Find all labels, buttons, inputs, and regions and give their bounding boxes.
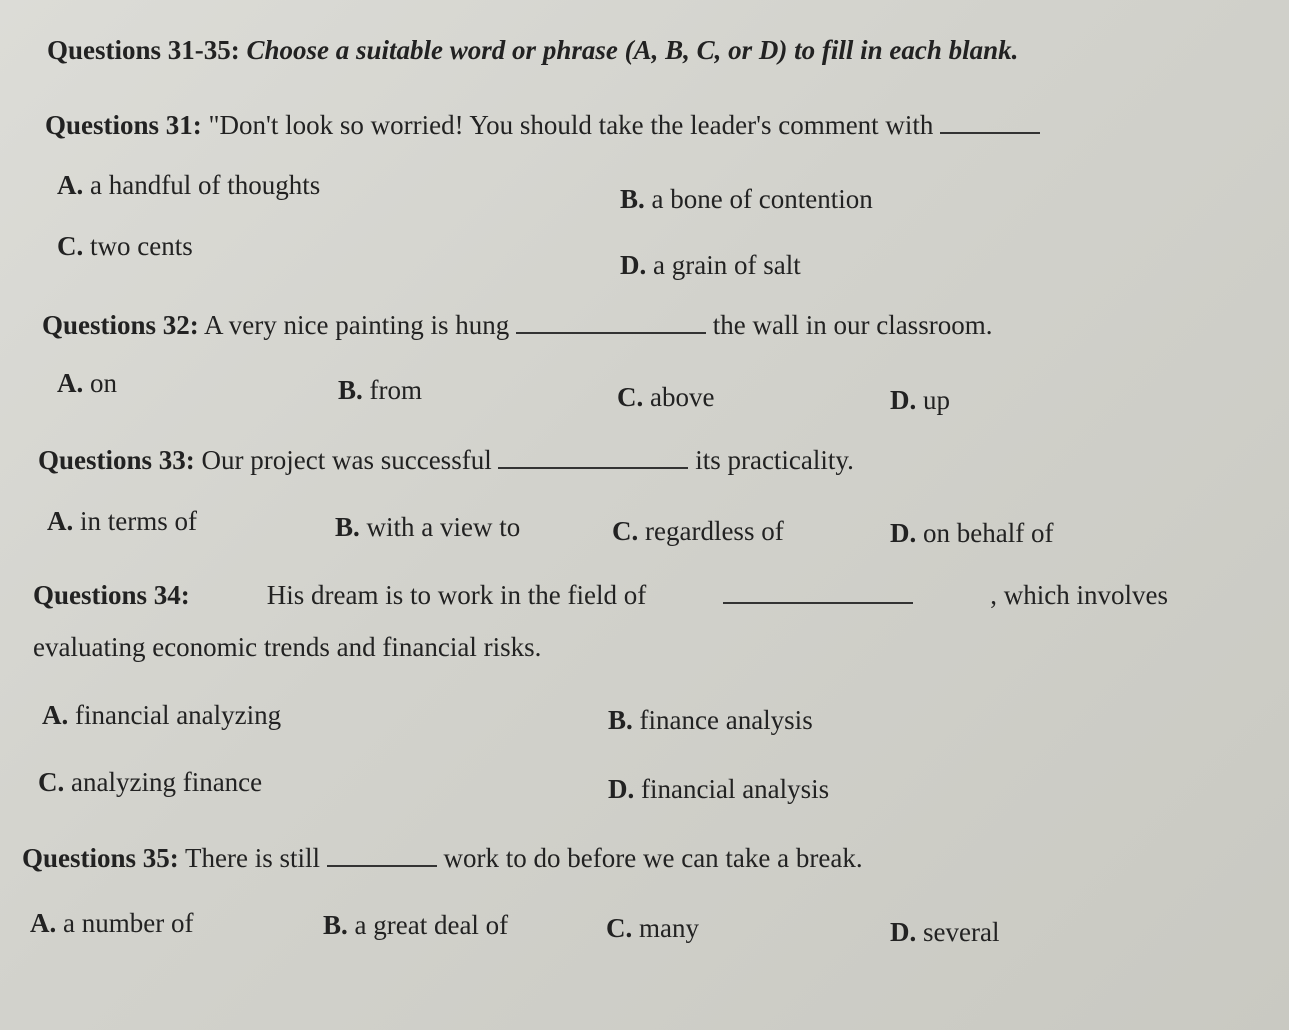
answer-blank [723, 580, 913, 604]
option-text: from [369, 375, 422, 405]
option-text: several [923, 917, 1000, 947]
answer-blank [327, 843, 437, 867]
option-text: financial analyzing [75, 700, 282, 730]
option-text: two cents [90, 231, 193, 261]
question-label: Questions 34: [33, 580, 190, 610]
option-letter: A. [42, 700, 69, 730]
question-34-stem [33, 580, 1168, 611]
option-letter: D. [890, 518, 917, 548]
question-text: There is still [185, 843, 321, 873]
question-label: Questions 31: [45, 110, 202, 140]
option-letter: C. [617, 382, 644, 412]
answer-blank [498, 445, 688, 469]
option-letter: A. [57, 368, 84, 398]
option-letter: D. [620, 250, 647, 280]
option-letter: A. [57, 170, 84, 200]
option-text: a great deal of [354, 910, 509, 940]
answer-blank [516, 310, 706, 334]
option-c[interactable] [612, 516, 784, 547]
option-text: above [650, 382, 715, 412]
option-text: a handful of thoughts [90, 170, 321, 200]
option-c[interactable] [606, 913, 699, 944]
question-33-stem [38, 445, 854, 476]
option-text: on [90, 368, 117, 398]
option-text: a grain of salt [653, 250, 801, 280]
option-letter: A. [30, 908, 57, 938]
instructions [47, 35, 1018, 66]
option-text: in terms of [80, 506, 197, 536]
option-text: a bone of contention [651, 184, 873, 214]
option-letter: C. [606, 913, 633, 943]
option-text: a number of [63, 908, 194, 938]
question-text-after: , which involves [990, 580, 1168, 610]
question-text-after: its practicality. [695, 445, 854, 475]
option-d[interactable] [620, 250, 801, 281]
question-text-after: the wall in our classroom. [712, 310, 993, 340]
option-text: up [923, 385, 950, 415]
option-text: financial analysis [641, 774, 830, 804]
option-letter: B. [323, 910, 348, 940]
option-a[interactable] [30, 908, 193, 939]
option-d[interactable] [890, 917, 999, 948]
question-text: "Don't look so worried! You should take the leader's comment with [208, 110, 934, 140]
option-b[interactable] [338, 375, 422, 406]
question-label: Questions 33: [38, 445, 195, 475]
option-text: finance analysis [639, 705, 813, 735]
question-32-stem [42, 310, 992, 341]
question-text-after: work to do before we can take a break. [443, 843, 863, 873]
option-b[interactable] [620, 184, 873, 215]
question-text: Our project was successful [201, 445, 492, 475]
instructions-label: Questions 31-35: [47, 35, 240, 65]
option-text: analyzing finance [71, 767, 263, 797]
option-letter: C. [38, 767, 65, 797]
option-letter: D. [890, 917, 917, 947]
option-letter: A. [47, 506, 74, 536]
option-letter: B. [620, 184, 645, 214]
option-c[interactable] [38, 767, 262, 798]
question-label: Questions 32: [42, 310, 199, 340]
option-b[interactable] [323, 910, 508, 941]
question-35-stem [22, 843, 863, 874]
option-b[interactable] [335, 512, 520, 543]
option-letter: C. [57, 231, 84, 261]
option-d[interactable] [890, 518, 1053, 549]
option-letter: D. [890, 385, 917, 415]
question-34-stem-line2: evaluating economic trends and financial risks. [33, 632, 542, 662]
option-text: on behalf of [923, 518, 1054, 548]
option-text: regardless of [645, 516, 784, 546]
option-b[interactable] [608, 705, 813, 736]
option-c[interactable] [617, 382, 714, 413]
option-letter: B. [335, 512, 360, 542]
question-text: A very nice painting is hung [204, 310, 510, 340]
option-letter: D. [608, 774, 635, 804]
option-text: many [639, 913, 699, 943]
option-letter: B. [608, 705, 633, 735]
question-31-stem [45, 110, 1040, 141]
option-letter: C. [612, 516, 639, 546]
option-letter: B. [338, 375, 363, 405]
question-label: Questions 35: [22, 843, 179, 873]
option-d[interactable] [608, 774, 829, 805]
question-text: His dream is to work in the field of [266, 580, 647, 610]
answer-blank [940, 110, 1040, 134]
option-text: with a view to [366, 512, 521, 542]
option-a[interactable] [42, 700, 281, 731]
option-a[interactable] [57, 170, 320, 201]
option-a[interactable] [57, 368, 117, 399]
option-a[interactable] [47, 506, 197, 537]
option-d[interactable] [890, 385, 950, 416]
instructions-text: Choose a suitable word or phrase (A, B, C, or D) to fill in each blank. [246, 35, 1019, 65]
option-c[interactable] [57, 231, 193, 262]
